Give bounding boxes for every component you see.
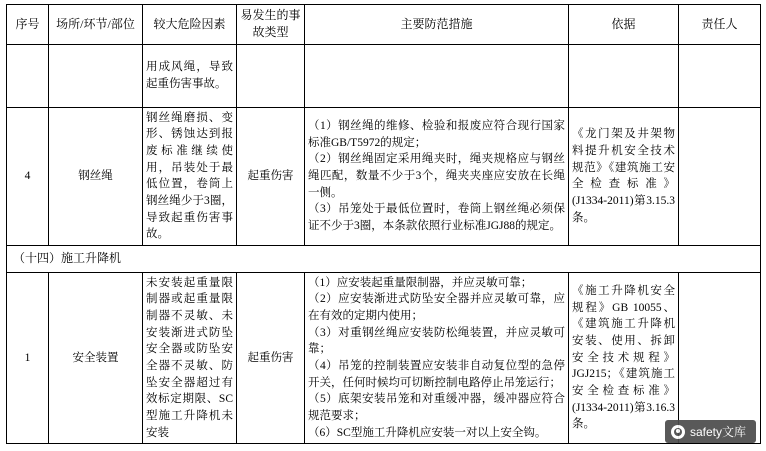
cell-measures: （1）钢丝绳的维修、检验和报废应符合现行国家标准GB/T5972的规定； （2）钢丝绳固定采用绳夹时，绳夹规格应与钢丝绳匹配，数量不少于3个，绳夹夹座应安放在长绳一侧。 （3）吊笼处于最低位置时，卷筒上钢丝绳必须保证不少于3圈，本条款依照行业标准JGJ88的规定。 <box>305 107 569 245</box>
shield-icon <box>671 425 685 439</box>
cell-seq: 1 <box>7 272 49 444</box>
column-header-measures: 主要防范措施 <box>305 5 569 45</box>
cell-factor: 用成风绳，导致起重伤害事故。 <box>143 44 237 107</box>
cell-place: 钢丝绳 <box>49 107 143 245</box>
cell-person <box>679 272 761 444</box>
table-row <box>7 44 761 107</box>
table-row <box>7 107 761 245</box>
cell-place <box>49 44 143 107</box>
cell-basis: 《施工升降机安全规程》GB 10055、《建筑施工升降机安装、使用、拆卸安全技术规程》JGJ215；《建筑施工安全检查标准》(J1334-2011)第3.16.3条。 <box>569 272 679 444</box>
column-header-basis: 依据 <box>569 5 679 45</box>
cell-measures: （1）应安装起重量限制器，并应灵敏可靠； （2）应安装渐进式防坠安全器并应灵敏可靠，应在有效的定期内使用； （3）对重钢丝绳应安装防松绳装置，并应灵敏可靠； （4）吊笼的控制装置应安装非自动复位型的急停开关，任何时候均可切断控制电路停止吊笼运行； （5）底架安装吊笼和对重缓冲器，缓冲器应符合规范要求； （6）SC型施工升降机应安装一对以上安全钩。 <box>305 272 569 444</box>
table-section-row <box>7 246 761 272</box>
hazard-control-table <box>6 4 761 444</box>
cell-accident-type <box>237 44 305 107</box>
column-header-seq: 序号 <box>7 5 49 45</box>
cell-seq <box>7 44 49 107</box>
cell-place: 安全装置 <box>49 272 143 444</box>
cell-person <box>679 107 761 245</box>
cell-basis: 《龙门架及井架物料提升机安全技术规范》《建筑施工安全检查标准》(J1334-2011)第3.15.3条。 <box>569 107 679 245</box>
cell-seq: 4 <box>7 107 49 245</box>
section-title: （十四）施工升降机 <box>7 246 761 272</box>
table-body <box>7 44 761 443</box>
table-header <box>7 5 761 45</box>
watermark-label: safety文库 <box>689 425 746 439</box>
column-header-accident-type: 易发生的事故类型 <box>237 5 305 45</box>
column-header-factor: 较大危险因素 <box>143 5 237 45</box>
cell-measures <box>305 44 569 107</box>
cell-accident-type: 起重伤害 <box>237 272 305 444</box>
cell-basis <box>569 44 679 107</box>
cell-factor: 钢丝绳磨损、变形、锈蚀达到报废标准继续使用，吊装处于最低位置，卷筒上钢丝绳少于3圈，导致起重伤害事故。 <box>143 107 237 245</box>
cell-person <box>679 44 761 107</box>
table-header-row <box>7 5 761 45</box>
cell-accident-type: 起重伤害 <box>237 107 305 245</box>
table-row <box>7 272 761 444</box>
column-header-person: 责任人 <box>679 5 761 45</box>
cell-factor: 未安装起重量限制器或起重量限制器不灵敏、未安装渐进式防坠安全器或防坠安全器不灵敏、防坠安全器超过有效标定期限、SC型施工升降机未安装 <box>143 272 237 444</box>
watermark-badge <box>665 420 756 443</box>
column-header-place: 场所/环节/部位 <box>49 5 143 45</box>
